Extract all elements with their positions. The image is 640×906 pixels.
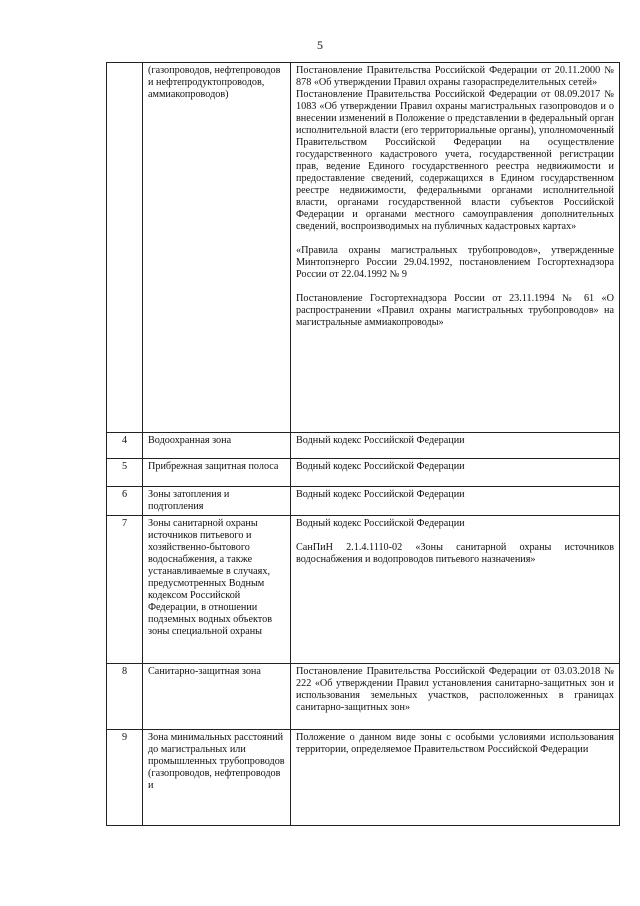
law-text: Постановление Госгортехнадзора России от 23.11.1994 № 61 «О распространении «Правил охраны магистральных трубопроводов» на магистральные аммиакопроводы»: [296, 293, 614, 328]
legal-basis: [291, 516, 620, 664]
row-number: 7: [107, 516, 143, 664]
zone-name: Зоны затопления и подтопления: [143, 487, 291, 516]
zones-table: [106, 62, 620, 826]
law-text: «Правила охраны магистральных трубопроводов», утвержденные Минтопэнерго России 29.04.1992, постановлением Госгортехнадзора России от 22.04.1992 № 9: [296, 245, 614, 280]
row-number: 5: [107, 459, 143, 487]
page-number: 5: [317, 38, 323, 52]
law-text: СанПиН 2.1.4.1110-02 «Зоны санитарной охраны источников водоснабжения и водопроводов питьевого назначения»: [296, 542, 614, 565]
zone-name: Зона минимальных расстояний до магистральных или промышленных трубопроводов (газопроводов, нефтепроводов и: [143, 730, 291, 826]
zone-name: Санитарно-защитная зона: [143, 664, 291, 730]
table-row: [107, 730, 620, 826]
zone-name: Зоны санитарной охраны источников питьевого и хозяйственно-бытового водоснабжения, а также устанавливаемые в случаях, предусмотренных Водным кодексом Российской Федерации, в отношении подземных водных объектов зоны специальной охраны: [143, 516, 291, 664]
zone-name: (газопроводов, нефтепроводов и нефтепродуктопроводов, аммиакопроводов): [143, 63, 291, 433]
row-number: 6: [107, 487, 143, 516]
row-number: 8: [107, 664, 143, 730]
zone-name: Прибрежная защитная полоса: [143, 459, 291, 487]
legal-basis: [291, 730, 620, 826]
law-text: Водный кодекс Российской Федерации: [296, 435, 465, 446]
table-row: [107, 487, 620, 516]
row-number: 9: [107, 730, 143, 826]
row-number: 4: [107, 433, 143, 459]
law-text: Постановление Правительства Российской Федерации от 08.09.2017 № 1083 «Об утверждении Правил охраны магистральных газопроводов и о внесении изменений в Положение о представлении в федеральный орган исполнительной власти (его территориальные органы), уполномоченный Правительством Российской Федерации на осуществление государственного кадастрового учета, государственной регистрации прав, ведение Единого государственного реестра недвижимости и предоставление сведений, содержащихся в Едином государственном реестре недвижимости, федеральными органами исполнительной власти, органами государственной власти субъектов Российской Федерации и органами местного самоуправления дополнительных сведений, воспроизводимых на публичных кадастровых картах»: [296, 89, 614, 232]
legal-basis: [291, 63, 620, 433]
zone-name: Водоохранная зона: [143, 433, 291, 459]
law-text: Постановление Правительства Российской Федерации от 03.03.2018 № 222 «Об утверждении Правил установления санитарно-защитных зон и использования земельных участков, расположенных в границах санитарно-защитных зон»: [296, 666, 614, 713]
table-row: [107, 459, 620, 487]
table-row: [107, 63, 620, 433]
law-text: Положение о данном виде зоны с особыми условиями использования территории, определяемое Правительством Российской Федерации: [296, 732, 614, 755]
legal-basis: [291, 487, 620, 516]
legal-basis: [291, 664, 620, 730]
legal-basis: [291, 459, 620, 487]
law-text: Водный кодекс Российской Федерации: [296, 489, 465, 500]
table-row: [107, 516, 620, 664]
table-row: [107, 664, 620, 730]
law-text: Водный кодекс Российской Федерации: [296, 518, 465, 529]
law-text: Постановление Правительства Российской Федерации от 20.11.2000 № 878 «Об утверждении Правил охраны газораспределительных сетей»: [296, 65, 614, 88]
law-text: Водный кодекс Российской Федерации: [296, 461, 465, 472]
row-number: [107, 63, 143, 433]
table-row: [107, 433, 620, 459]
legal-basis: [291, 433, 620, 459]
